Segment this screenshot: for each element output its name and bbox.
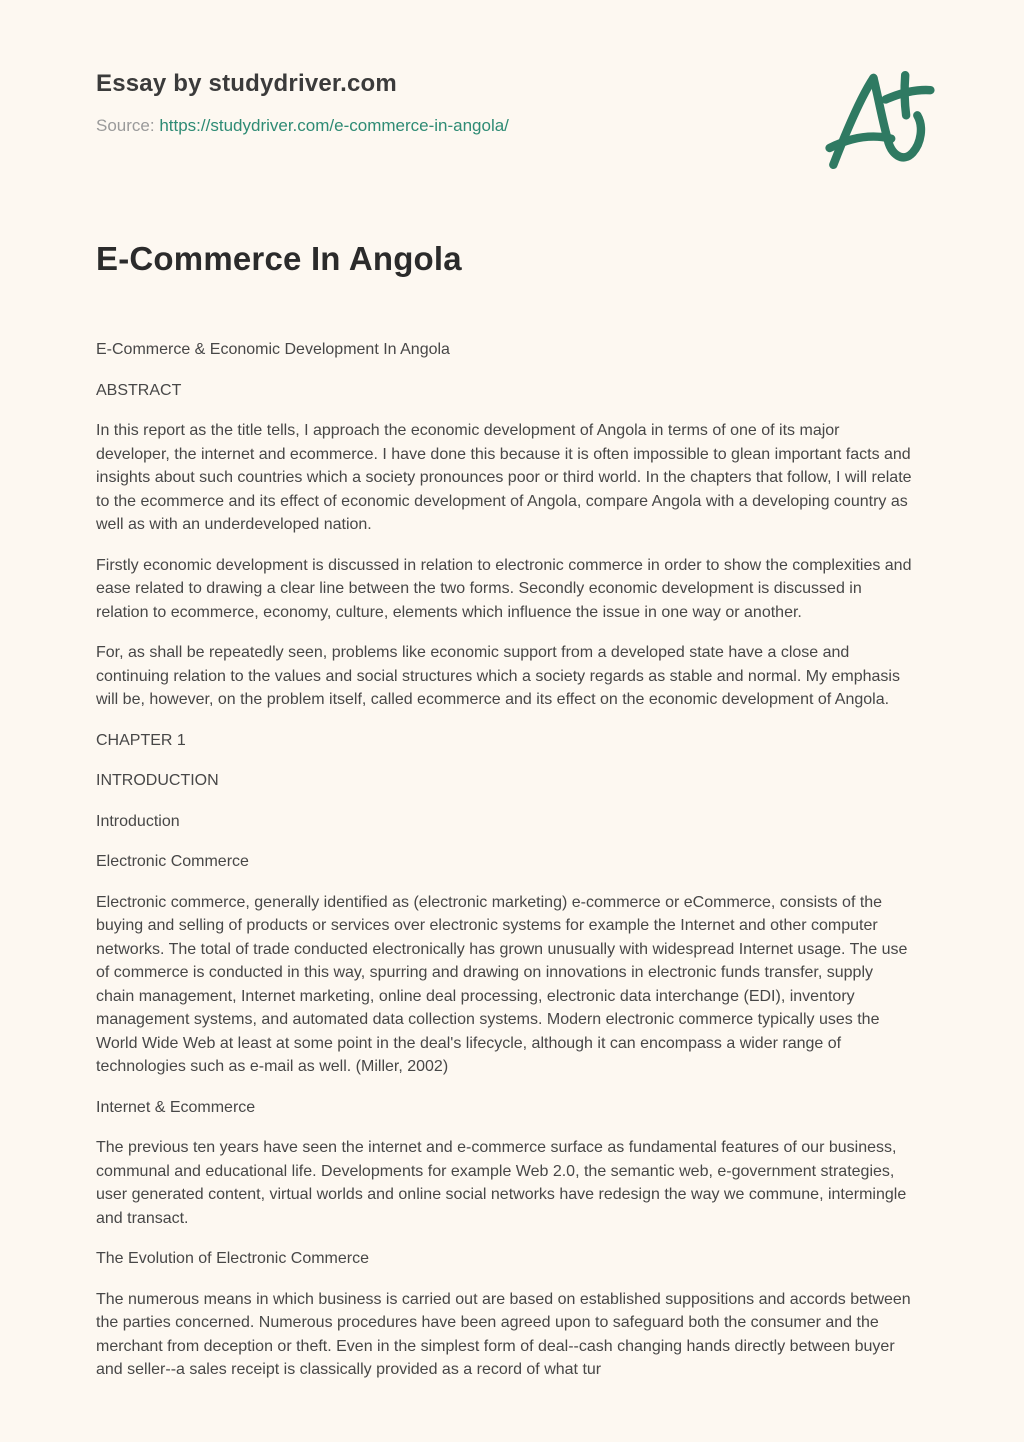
section-heading: E-Commerce & Economic Development In Angola [96, 341, 450, 358]
source-line [96, 116, 794, 136]
page-title: Essay by studydriver.com [96, 70, 397, 97]
paragraph: In this report as the title tells, I approach the economic development of Angola in terms of one of its major developer, the internet and ecommerce. I have done this because it is often impossible to glean important facts and insights about such countries which a society pronounces poor or third world. In the chapters that follow, I will relate to the ecommerce and its effect of economic development of Angola, compare Angola with a developing country as well as with an underdeveloped nation. [96, 422, 912, 533]
section-heading: Introduction [96, 812, 180, 830]
paragraph: The numerous means in which business is carried out are based on established suppositions and accords between the parties concerned. Numerous procedures have been agreed upon to safeguard both the consumer and the merchant from deception or theft. Even in the simplest form of deal--cash changing hands directly between buyer and seller--a sales receipt is classically provided as a record of what tur [96, 1290, 911, 1378]
paragraph: For, as shall be repeatedly seen, problems like economic support from a developed state have a close and continuing relation to the values and social structures which a society regards as stable and normal. My emphasis will be, however, on the problem itself, called ecommerce and its effect on the economic development of Angola. [96, 644, 900, 708]
document-body [96, 338, 914, 1382]
paragraph: The previous ten years have seen the internet and e-commerce surface as fundamental features of our business, communal and educational life. Developments for example Web 2.0, the semantic web, e-government strategies, user generated content, virtual worlds and online social networks have redesign the way we commune, intermingle and transact. [96, 1139, 907, 1227]
document-title: E-Commerce In Angola [96, 240, 462, 277]
paragraph: Electronic commerce, generally identified as (electronic marketing) e-commerce or eCommerce, consists of the buying and selling of products or services over electronic systems for example the Internet and other computer networks. The total of trade conducted electronically has grown unusually with widespread Internet usage. The use of commerce is conducted in this way, spurring and drawing on innovations in electronic funds transfer, supply chain management, Internet marketing, online deal processing, electronic data interchange (EDI), inventory management systems, and automated data collection systems. Modern electronic commerce typically uses the World Wide Web at least at some point in the deal's lifecycle, although it can encompass a wider range of technologies such as e-mail as well. (Miller, 2002) [96, 893, 908, 1075]
section-heading: Internet & Ecommerce [96, 1098, 256, 1116]
section-heading: Electronic Commerce [96, 853, 249, 870]
studydriver-a-plus-logo-icon [824, 68, 936, 172]
source-url-link[interactable]: https://studydriver.com/e-commerce-in-angola/ [159, 116, 509, 135]
paragraph: Firstly economic development is discussed in relation to electronic commerce in order to show the complexities and ease related to drawing a clear line between the two forms. Secondly economic development is discussed in relation to ecommerce, economy, culture, elements which influence the issue in one way or another. [96, 556, 912, 621]
section-heading: INTRODUCTION [96, 772, 219, 789]
section-heading: CHAPTER 1 [96, 731, 186, 749]
document-header [96, 70, 924, 136]
section-heading: The Evolution of Electronic Commerce [96, 1250, 369, 1267]
source-label: Source: [96, 116, 155, 135]
section-heading: ABSTRACT [96, 381, 182, 399]
